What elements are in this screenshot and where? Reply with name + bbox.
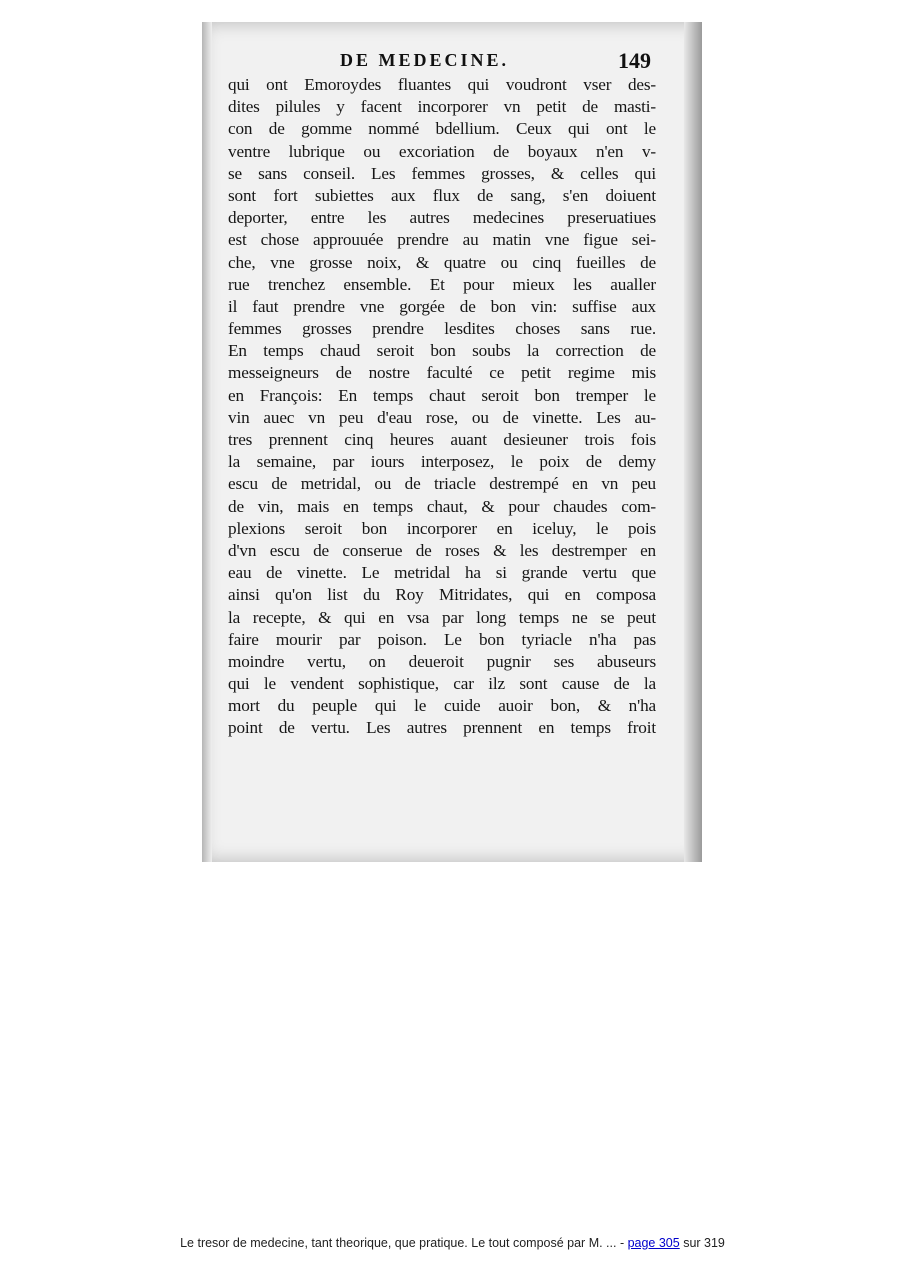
footer-caption: [0, 1236, 905, 1250]
page-number: 149: [618, 48, 651, 73]
text-line: en François: En temps chaut seroit bon tremper le: [228, 385, 656, 405]
footer-title: Le tresor de medecine, tant theorique, que pratique. Le tout composé par M. ... -: [180, 1236, 628, 1250]
text-line: dites pilules y facent incorporer vn petit de masti-: [228, 97, 656, 117]
text-line: la recepte, & qui en vsa par long temps ne se peut: [228, 607, 656, 627]
text-line: sont fort subiettes aux flux de sang, s'en doiuent: [228, 185, 656, 205]
text-line: la semaine, par iours interposez, le poix de demy: [228, 452, 656, 472]
text-line: qui ont Emoroydes fluantes qui voudront vser des-: [228, 75, 656, 94]
text-line: En temps chaud seroit bon soubs la correction de: [228, 341, 656, 361]
text-line: eau de vinette. Le metridal ha si grande vertu que: [228, 563, 656, 583]
text-line: se sans conseil. Les femmes grosses, & celles qui: [228, 163, 656, 183]
text-line: faire mourir par poison. Le bon tyriacle n'ha pas: [228, 629, 656, 649]
text-line: escu de metridal, ou de triacle destrempé en vn peu: [228, 474, 656, 494]
scan-right-shadow: [684, 22, 702, 862]
text-line: messeigneurs de nostre faculté ce petit regime mis: [228, 363, 656, 383]
text-line: tres prennent cinq heures auant desieuner trois fois: [228, 430, 656, 449]
text-line: moindre vertu, on deueroit pugnir ses abuseurs: [228, 651, 656, 671]
text-line: vin auec vn peu d'eau rose, ou de vinette. Les au-: [228, 407, 656, 427]
running-head: DE MEDECINE.: [340, 50, 510, 70]
text-line: est chose approuuée prendre au matin vne figue sei-: [228, 230, 656, 250]
footer-total: sur 319: [679, 1236, 725, 1250]
text-line: che, vne grosse noix, & quatre ou cinq fueilles de: [228, 252, 656, 272]
text-line: il faut prendre vne gorgée de bon vin: suffise aux: [228, 296, 656, 316]
page-link[interactable]: page 305: [627, 1236, 680, 1250]
text-line: deporter, entre les autres medecines preseruatiues: [228, 208, 656, 228]
scanned-page: [202, 22, 702, 862]
text-line: ainsi qu'on list du Roy Mitridates, qui en composa: [228, 585, 656, 605]
text-line: d'vn escu de conserue de roses & les destremper en: [228, 540, 656, 560]
text-line: qui le vendent sophistique, car ilz sont cause de la: [228, 674, 656, 694]
text-line: de vin, mais en temps chaut, & pour chaudes com-: [228, 496, 656, 516]
text-line: mort du peuple qui le cuide auoir bon, & n'ha: [228, 696, 656, 716]
text-line: ventre lubrique ou excoriation de boyaux n'en v-: [228, 141, 656, 161]
text-line: rue trenchez ensemble. Et pour mieux les aualler: [228, 274, 656, 294]
text-line: femmes grosses prendre lesdites choses sans rue.: [228, 319, 656, 339]
scan-left-shadow: [202, 22, 212, 862]
body-text: [228, 74, 656, 740]
text-line: point de vertu. Les autres prennent en temps froit: [228, 718, 656, 738]
text-line: plexions seroit bon incorporer en iceluy, le pois: [228, 518, 656, 538]
text-line: con de gomme nommé bdellium. Ceux qui ont le: [228, 119, 656, 139]
